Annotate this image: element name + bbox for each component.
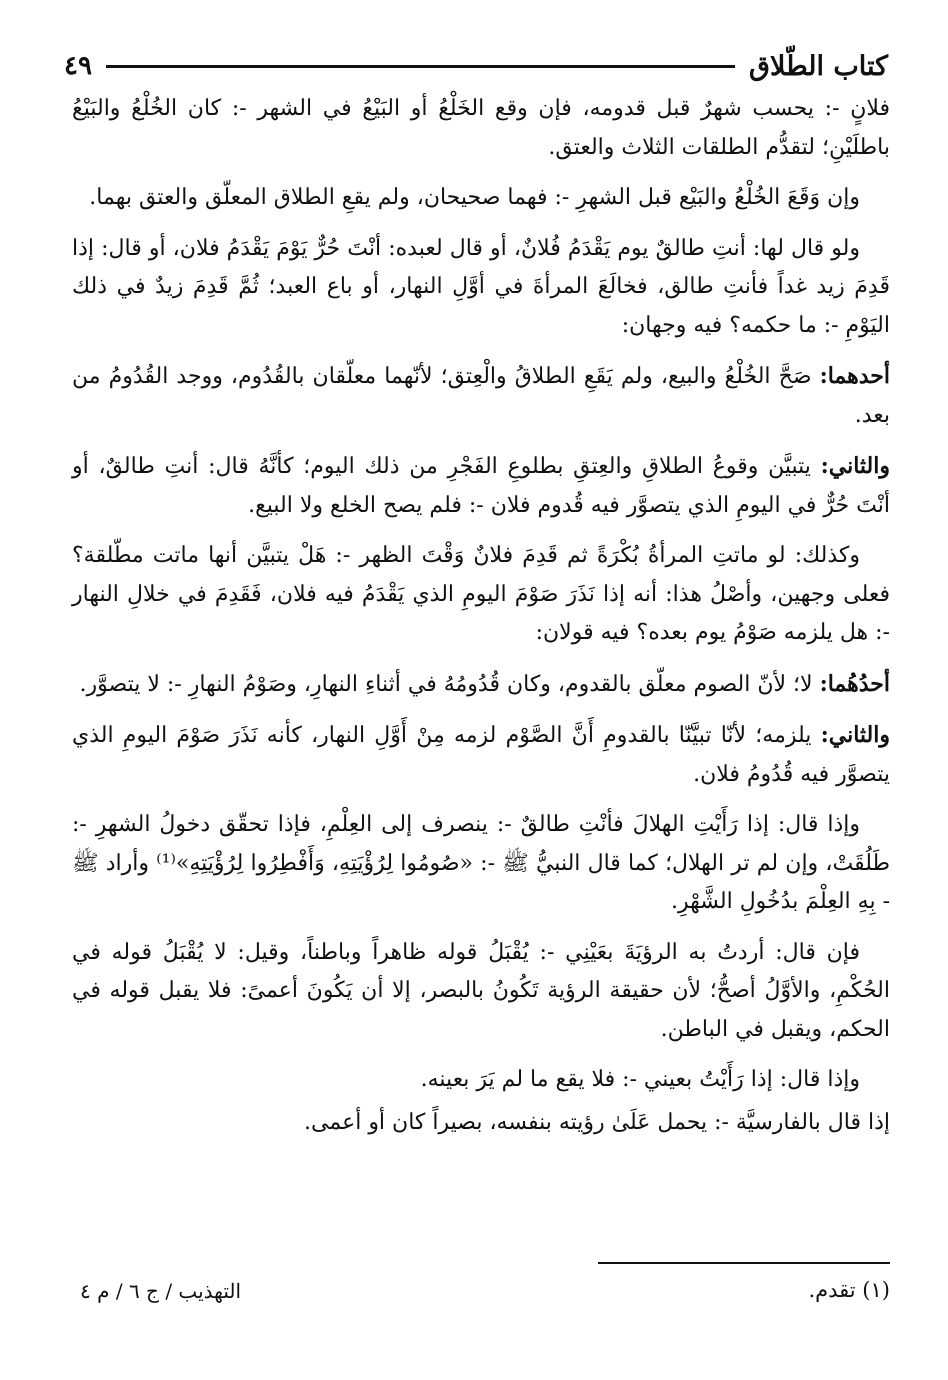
paragraph-text: يتبيَّن وقوعُ الطلاقِ والعِتقِ بطلوعِ الفَجْرِ من ذلك اليوم؛ كأنَّهُ قال: أنتِ طالقٌ، أو أنْتَ حُرٌّ في اليومِ الذي يتصوَّر فيه قُدوم فلان -: فلم يصح الخلع ولا البيع. [72, 454, 890, 518]
paragraph [72, 806, 890, 922]
paragraph-text: وكذلك: لو ماتتِ المرأةُ بُكْرَةً ثم قَدِمَ فلانٌ وَقْتَ الظهر -: هَلْ يتبيَّن أنها ماتت مطّلقة؟ فعلى وجهين، وأصْلُ هذا: أنه إذا نَذَرَ صَوْمَ اليومِ الذي يَقْدَمُ فيه فلان، فَقَدِمَ في خلالِ النهار -: هل يلزمه صَوْمُ يوم بعده؟ فيه قولان: [72, 543, 890, 645]
printer-signature: التهذيب / ج ٦ / م ٤ [80, 1279, 242, 1303]
page-header [64, 46, 888, 86]
page-body [72, 90, 890, 1146]
page-number: ٤٩ [64, 51, 92, 81]
paragraph [72, 179, 890, 218]
paragraph [72, 716, 890, 794]
paragraph-lead: أحدُهُما: [819, 670, 890, 697]
paragraph [72, 447, 890, 525]
paragraph [72, 665, 890, 705]
footnote-rule [598, 1262, 890, 1264]
paragraph-text: لا؛ لأنّ الصوم معلّق بالقدوم، وكان قُدُومُهُ في أثناءِ النهارِ، وصَوْمُ النهارِ -: لا يتصوَّر. [79, 671, 820, 697]
paragraph-text: فإن قال: أردتُ به الرؤيَةَ بعَيْنِي -: يُقْبَلُ قوله ظاهراً وباطناً، وقيل: لا يُقْبَلُ قوله في الحُكْمِ، والأوَّلُ أصحُّ؛ لأن حقيقة الرؤية تَكُونُ بالبصر، إلا أن يَكُونَ أعمىً: فلا يقبل قوله في الحكم، ويقبل في الباطن. [72, 939, 890, 1042]
paragraph [72, 357, 890, 435]
paragraph-text: وإذا قال: إذا رَأَيْتِ الهلالَ فأنْتِ طالقٌ -: ينصرف إلى العِلْمِ، فإذا تحقّق دخولُ الشهرِ -: طَلُقَتْ، وإن لم تر الهلال؛ كما قال النبيُّ ﷺ -: «صُومُوا لِرُؤْيَتِهِ، وَأَفْطِرُوا لِرُؤْيَتِهِ»⁽¹⁾ وأراد ﷺ - بِهِ العِلْمَ بدُخُولِ الشَّهْرِ. [72, 812, 890, 914]
paragraph [72, 537, 890, 653]
paragraph-text: يلزمه؛ لأنّا تبيَّنّا بالقدومِ أَنَّ الصَّوْم لزمه مِنْ أَوَّلِ النهار، كأنه نَذَرَ صَوْمَ اليومِ الذي يتصوَّر فيه قُدُومُ فلان. [72, 723, 890, 787]
paragraph [72, 1104, 890, 1143]
header-rule [106, 65, 735, 68]
footnote: (١) تقدم. [808, 1278, 890, 1302]
paragraph-text: ولو قال لها: أنتِ طالقٌ يوم يَقْدَمُ فُلانٌ، أو قال لعبده: أنْتَ حُرٌّ يَوْمَ يَقْدَمُ فلان، أو قال: إذا قَدِمَ زيد غداً فأنتِ طالق، فخالَعَ المرأةَ في أوَّلِ النهار، أو باع العبد؛ ثُمَّ قَدِمَ زيدٌ في ذلك اليَوْمِ -: ما حكمه؟ فيه وجهان: [72, 235, 890, 338]
paragraph-lead: والثاني: [820, 722, 890, 748]
paragraph [72, 90, 890, 167]
paragraph-text: وإن وَقَعَ الخُلْعُ والبَيْع قبل الشهرِ -: فهما صحيحان، ولم يقعِ الطلاق المعلّق والعتق بهما. [89, 185, 860, 210]
paragraph-text: فلانٍ -: يحسب شهرٌ قبل قدومه، فإن وقع الخَلْعُ أو البَيْعُ في الشهر -: كان الخُلْعُ والبَيْعُ باطلَيْنِ؛ لتقدُّم الطلقات الثلاث والعتق. [72, 96, 890, 160]
paragraph-text: صَحَّ الخُلْعُ والبيع، ولم يَقَعِ الطلاقُ والْعِتق؛ لأنّهما معلّقان بالقُدُوم، ووجد القُدُومُ من بعد. [72, 364, 890, 428]
paragraph-lead: والثاني: [820, 453, 890, 479]
chapter-title: كتاب الطّلاق [749, 50, 888, 82]
paragraph-text: إذا قال بالفارسيَّة -: يحمل عَلَىٰ رؤيته بنفسه، بصيراً كان أو أعمى. [304, 1109, 890, 1135]
paragraph [72, 230, 890, 346]
paragraph [72, 1061, 890, 1100]
paragraph-text: وإذا قال: إذا رَأَيْتُ بعيني -: فلا يقع ما لم يَرَ بعينه. [420, 1067, 860, 1092]
paragraph [72, 934, 890, 1050]
paragraph-lead: أحدهما: [819, 363, 890, 389]
